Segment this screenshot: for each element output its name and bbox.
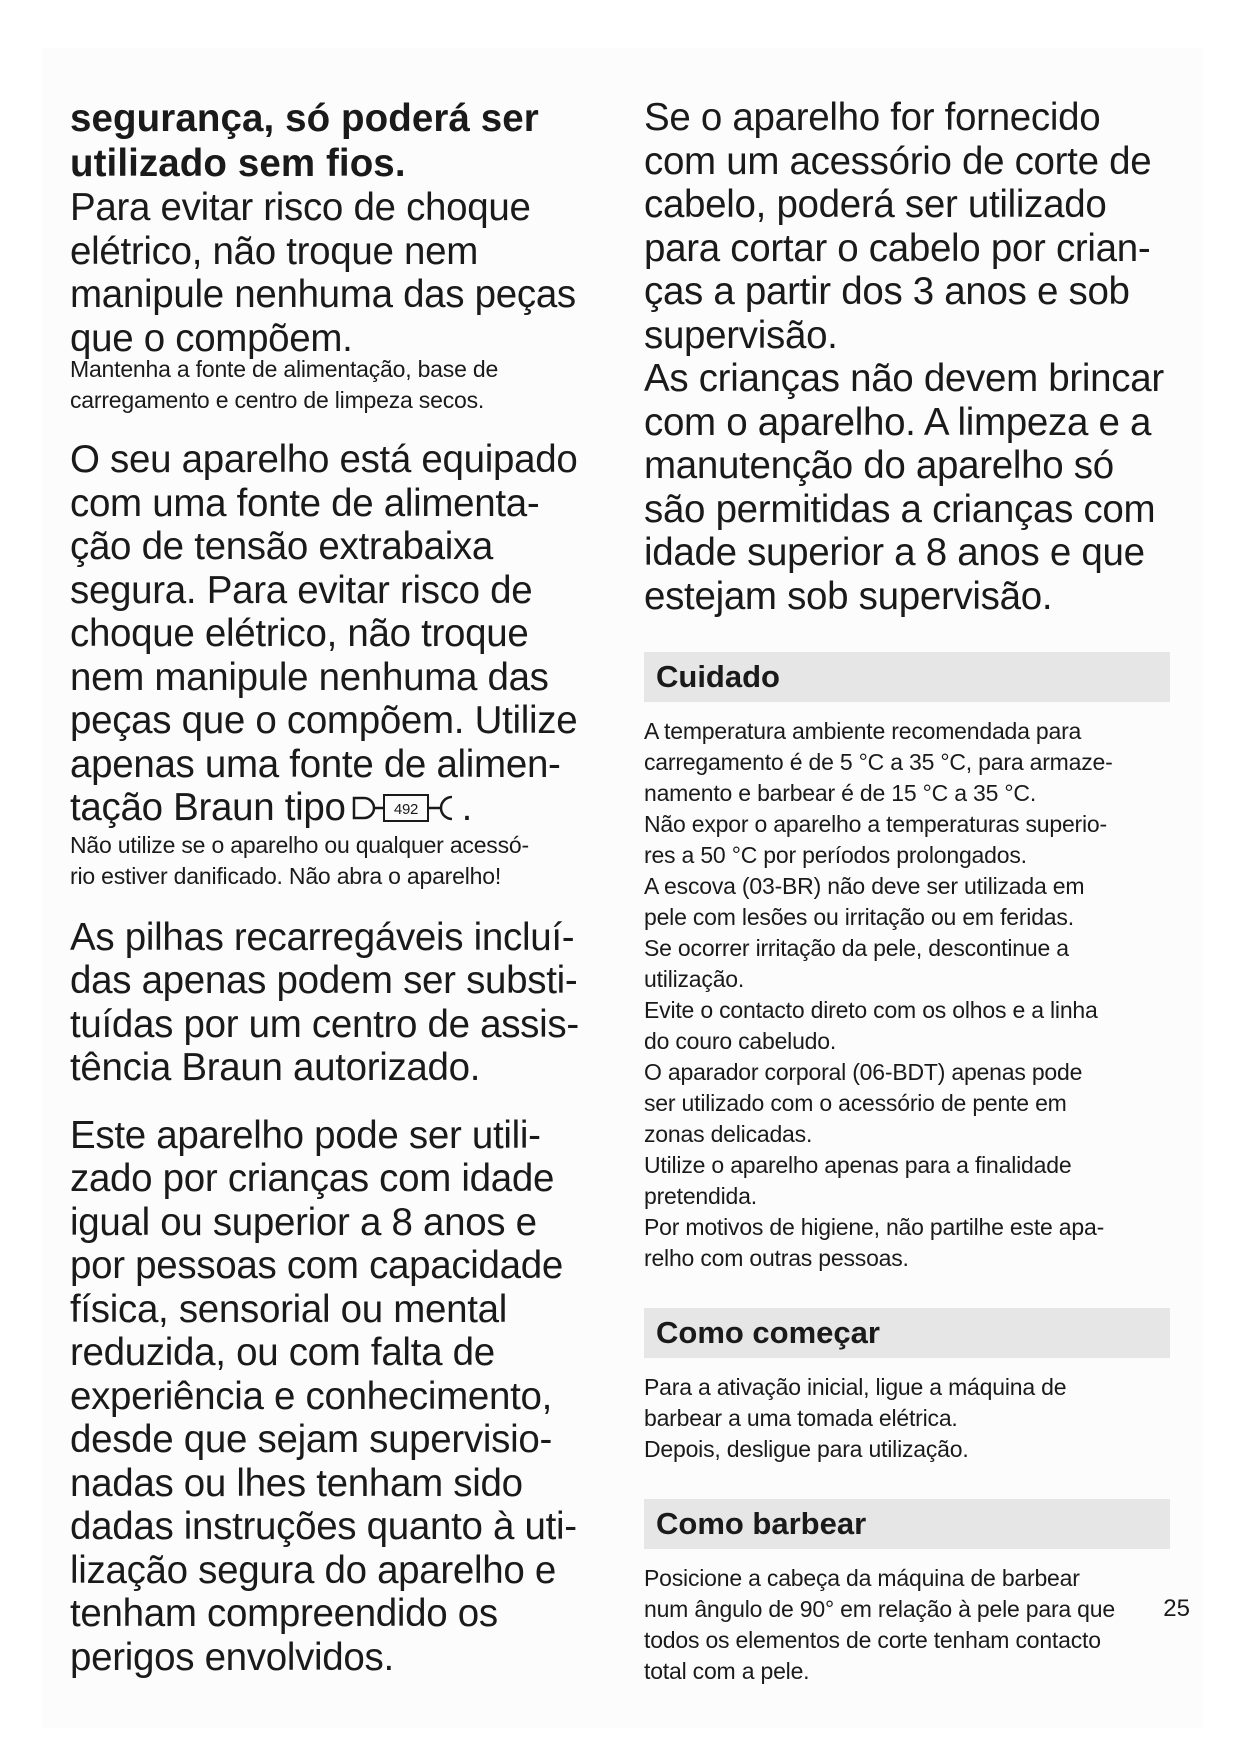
how-to-shave-text: Posicione a cabeça da máquina de barbear num ângulo de 90° em relação à pele para que todos os elementos de corte tenham contacto total com a pele.	[644, 1565, 1115, 1684]
damage-note: Não utilize se o aparelho ou qualquer acessó- rio estiver danificado. Não abra o aparelho!	[70, 831, 529, 889]
power-plug-icon	[350, 790, 462, 834]
hair-cutting-paragraph: Se o aparelho for fornecido com um acessório de corte de cabelo, poderá ser utilizado para cortar o cabelo por crian- ças a partir dos 3 anos e sob supervisão. As crianças não devem brincar com o aparelho. A limpeza e a manutenção do aparelho só são permitidas a crianças com idade superior a 8 anos e que estejam sob supervisão.	[644, 96, 1164, 618]
children-paragraph: Este aparelho pode ser utili- zado por crianças com idade igual ou superior a 8 anos e por pessoas com capacidade física, sensorial ou mental reduzida, ou com falta de experiência e conhecimento, desde que sejam supervisio- nadas ou lhes tenham sido dadas instruções quanto à uti- lização segura do aparelho e tenham compreendido os perigos envolvidos.	[70, 1113, 577, 1679]
power-supply-paragraph: O seu aparelho está equipado com uma fonte de alimenta- ção de tensão extrabaixa segura. Para evitar risco de choque elétrico, não troque nem manipule nenhuma das peças que o compõem. Utilize apenas uma fonte de alimen- tação Braun tipo 492 .	[70, 438, 610, 834]
caution-text: A temperatura ambiente recomendada para carregamento é de 5 °C a 35 °C, para armaze- namento e barbear é de 15 °C a 35 °C. Não expor o aparelho a temperaturas superio- res a 50 °C por períodos prolongados. A escova (03-BR) não deve ser utilizada em pele com lesões ou irritação ou em feridas. Se ocorrer irritação da pele, descontinue a utilização. Evite o contacto direto com os olhos e a linha do couro cabeludo. O aparador corporal (06-BDT) apenas pode ser utilizado com o acessório de pente em zonas delicadas. Utilize o aparelho apenas para a finalidade pretendida. Por motivos de higiene, não partilhe este apa- relho com outras pessoas.	[644, 718, 1113, 1271]
shock-paragraph: Para evitar risco de choque elétrico, não troque nem manipule nenhuma das peças que o compõem.	[70, 186, 576, 360]
right-column	[644, 96, 1178, 1687]
safety-bold-text: segurança, só poderá ser utilizado sem fios.	[70, 97, 539, 185]
left-column	[70, 96, 610, 1679]
power-type-code: 492	[393, 801, 418, 818]
how-to-shave-heading: Como barbear	[644, 1499, 1170, 1549]
getting-started-heading: Como começar	[644, 1308, 1170, 1358]
page-number: 25	[1163, 1595, 1190, 1622]
caution-heading: Cuidado	[644, 652, 1170, 702]
dry-note: Mantenha a fonte de alimentação, base de carregamento e centro de limpeza secos.	[70, 356, 499, 413]
battery-paragraph: As pilhas recarregáveis incluí- das apenas podem ser substi- tuídas por um centro de assis- tência Braun autorizado.	[70, 915, 579, 1089]
getting-started-text: Para a ativação inicial, ligue a máquina de barbear a uma tomada elétrica. Depois, desligue para utilização.	[644, 1374, 1067, 1462]
